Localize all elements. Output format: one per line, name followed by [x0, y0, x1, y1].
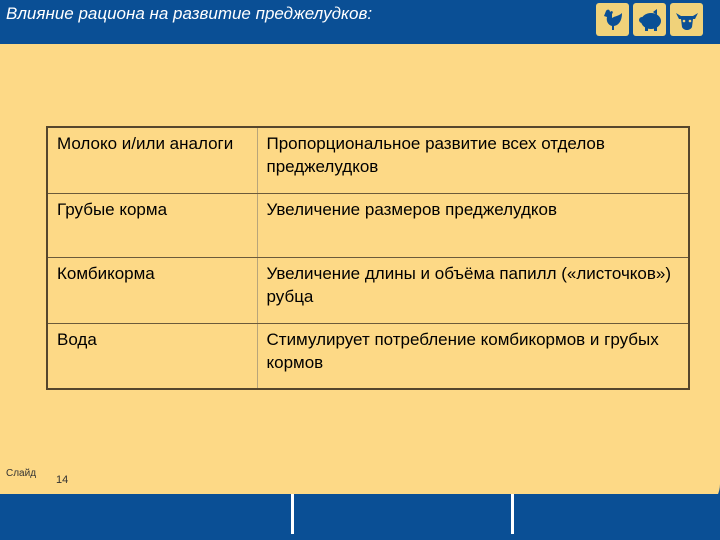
table-row [47, 257, 689, 323]
footer-divider [511, 494, 514, 534]
slide-label: Слайд [6, 468, 37, 479]
table-row [47, 323, 689, 389]
feed-cell: Комбикорма [47, 257, 257, 323]
effect-cell: Увеличение длины и объёма папилл («листочков») рубца [257, 257, 689, 323]
footer-divider [291, 494, 294, 534]
effect-cell: Увеличение размеров преджелудков [257, 193, 689, 257]
table-row [47, 193, 689, 257]
feed-cell: Молоко и/или аналоги [47, 127, 257, 193]
animal-icons [596, 3, 703, 36]
slide-number: 14 [56, 474, 69, 486]
effect-cell: Стимулирует потребление комбикормов и грубых кормов [257, 323, 689, 389]
feed-cell: Грубые корма [47, 193, 257, 257]
feed-cell: Вода [47, 323, 257, 389]
bottom-band [0, 494, 720, 540]
ration-table [46, 126, 690, 390]
title-bar [0, 0, 720, 44]
pig-icon [633, 3, 666, 36]
slide-title: Влияние рациона на развитие преджелудков: [6, 4, 373, 23]
cow-icon [670, 3, 703, 36]
rooster-icon [596, 3, 629, 36]
effect-cell: Пропорциональное развитие всех отделов преджелудков [257, 127, 689, 193]
table-row [47, 127, 689, 193]
